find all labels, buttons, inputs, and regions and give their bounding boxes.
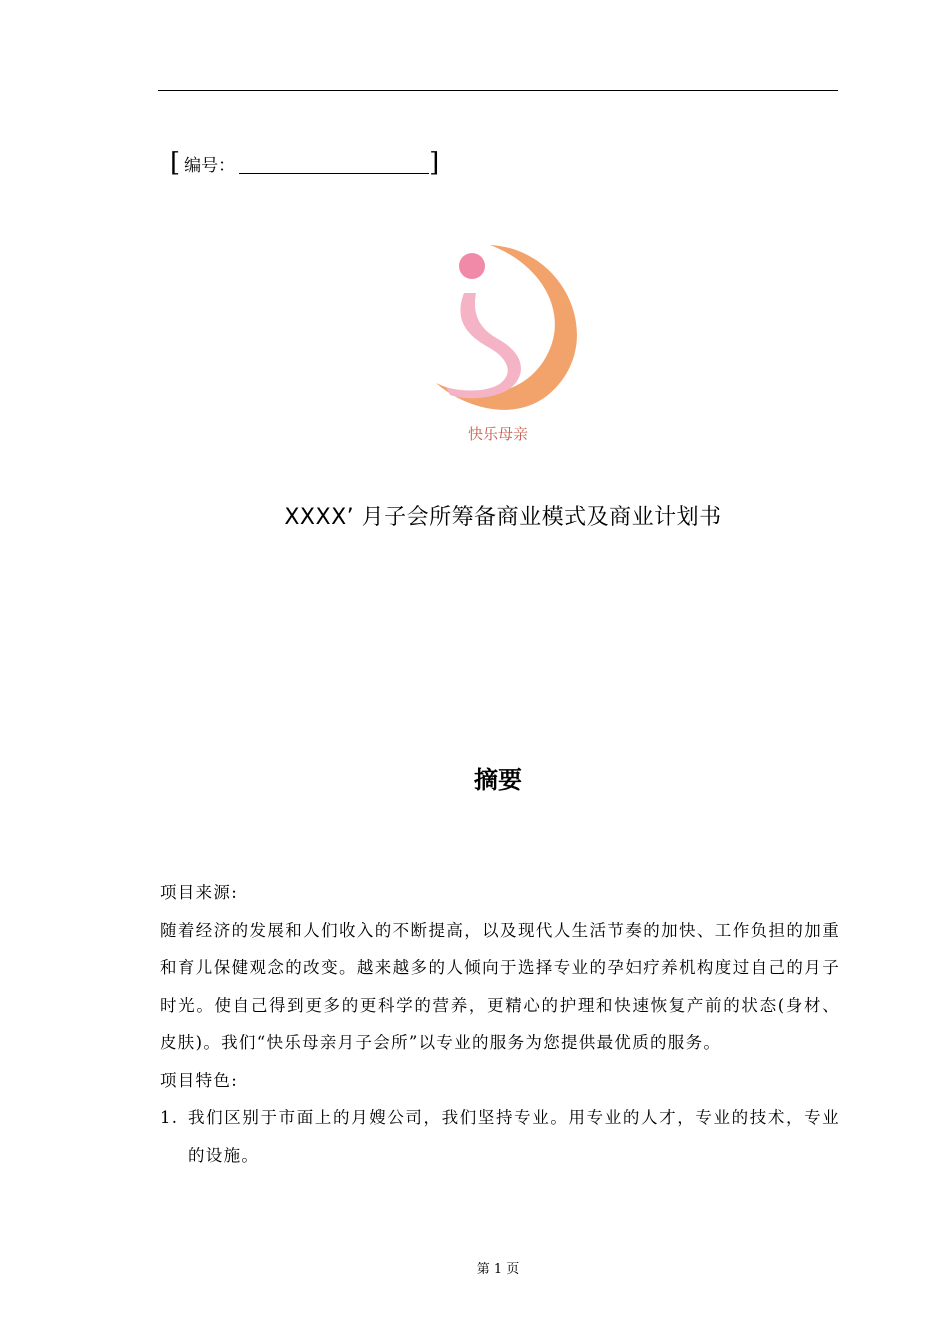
serial-number-field — [170, 148, 439, 178]
logo-figure-shape — [446, 293, 521, 398]
source-label: 项目来源: — [160, 883, 239, 902]
logo — [428, 235, 598, 450]
header-rule — [158, 90, 838, 91]
right-bracket: ] — [429, 148, 440, 178]
summary-body — [160, 874, 840, 1174]
serial-blank-line[interactable] — [239, 153, 429, 174]
logo-text: 快乐母亲 — [467, 425, 528, 443]
features-label: 项目特色: — [160, 1070, 239, 1090]
list-item-text: 我们区别于市面上的月嫂公司，我们坚持专业。用专业的人才，专业的技术，专业的设施。 — [188, 1108, 840, 1165]
document-title: XXXX’ 月子会所筹备商业模式及商业计划书 — [284, 505, 722, 530]
list-item-number: 1. — [160, 1108, 179, 1127]
source-paragraph: 随着经济的发展和人们收入的不断提高，以及现代人生活节奏的加快、工作负担的加重和育儿保健观念的改变。越来越多的人倾向于选择专业的孕妇疗养机构度过自己的月子时光。使自己得到更多的更科学的营养，更精心的护理和快速恢复产前的状态(身材、皮肤)。我们“快乐母亲月子会所”以专业的服务为您提供最优质的服务。 — [160, 920, 840, 1052]
list-item — [160, 1099, 840, 1174]
page-number: 第 1 页 — [476, 1262, 520, 1277]
summary-heading: 摘要 — [474, 766, 522, 794]
logo-mark-icon — [428, 235, 598, 425]
logo-dot-shape — [459, 253, 485, 279]
left-bracket: [ — [170, 148, 181, 178]
serial-label: 编号： — [184, 155, 236, 176]
